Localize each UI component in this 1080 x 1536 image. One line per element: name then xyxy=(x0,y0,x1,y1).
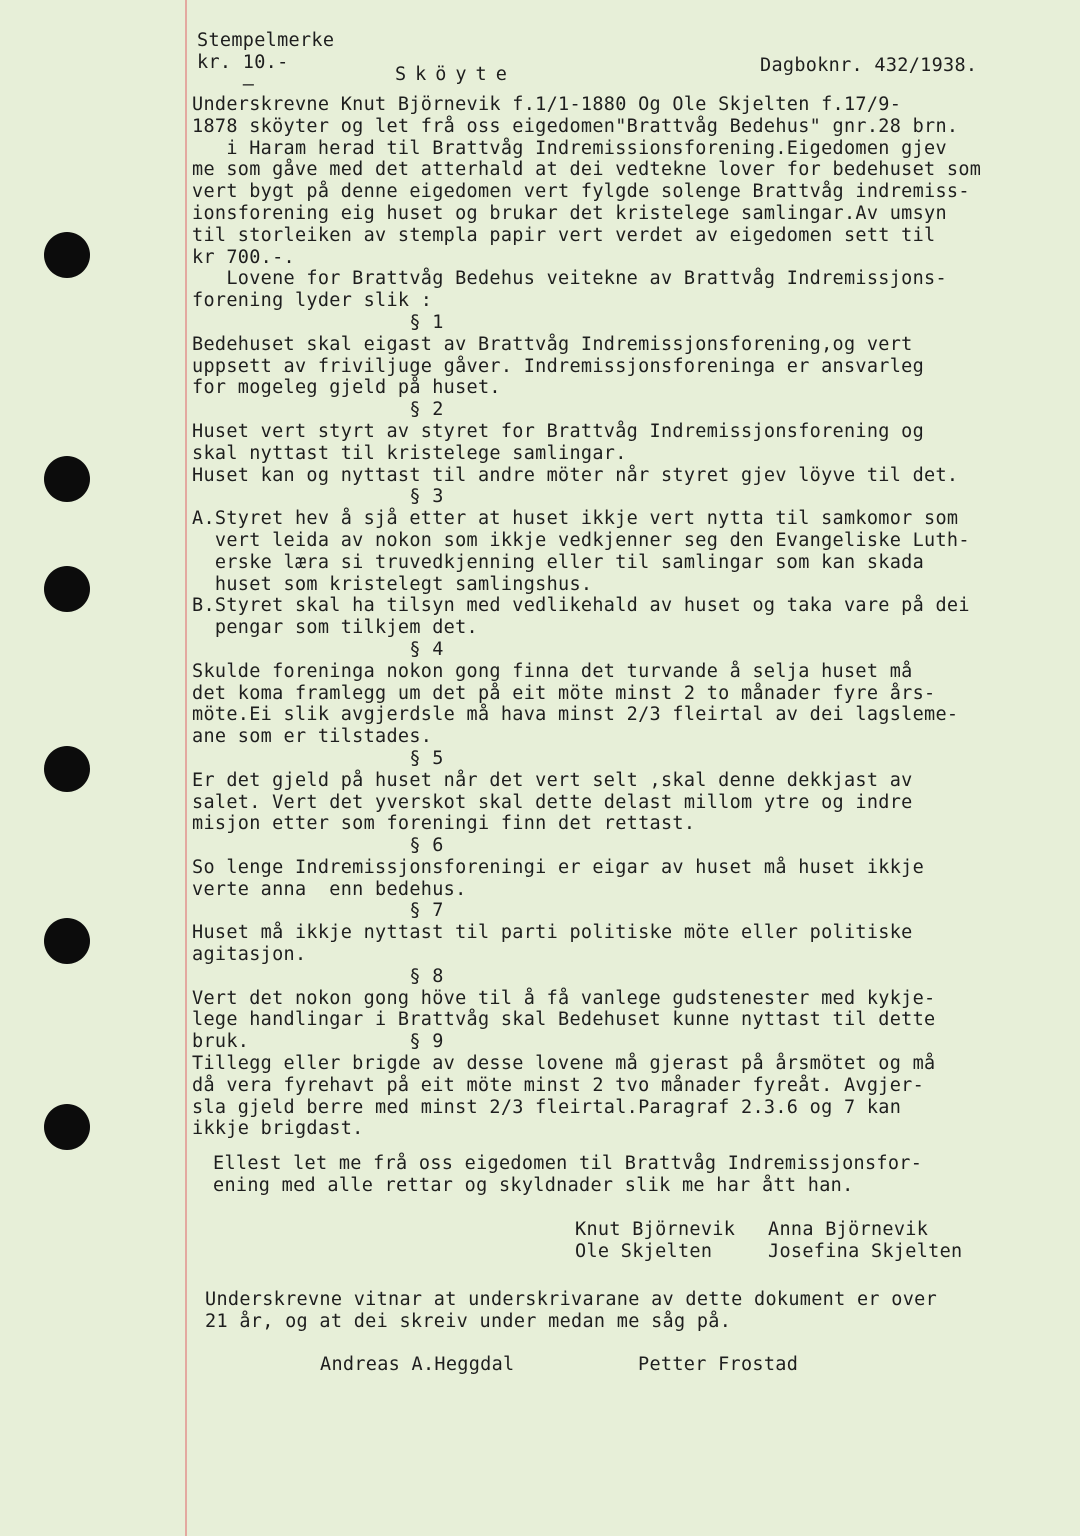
document-title: Sköyte xyxy=(395,64,516,85)
closing-paragraph: Ellest let me frå oss eigedomen til Brattvåg Indremissjonsfor- ening med alle rettar og skyldnader slik me har ått han. xyxy=(213,1153,923,1196)
punch-hole-icon xyxy=(44,456,90,502)
punch-hole-icon xyxy=(44,918,90,964)
red-margin-line xyxy=(185,0,187,1536)
stamp-duty-note: Stempelmerke kr. 10.- — xyxy=(197,30,335,95)
journal-number: Dagboknr. 432/1938. xyxy=(760,55,978,76)
deed-body-text: Underskrevne Knut Björnevik f.1/1-1880 Og Ole Skjelten f.17/9- 1878 sköyter og let frå oss eigedomen"Brattvåg Bedehus" gnr.28 brn. i Haram herad til Brattvåg Indremissionsforening.Eigedomen gjev me som gåve med det atterhald at dei vedtekne lover for bedehuset som vert bygt på denne eigedomen vert fylgde solenge Brattvåg indremiss- ionsforening eig huset og brukar det kristelege samlingar.Av umsyn til storleiken av stempla papir vert verdet av eigedomen sett til kr 700.-. Lovene for Brattvåg Bedehus veitekne av Brattvåg Indremissjons- forening lyder slik : § 1 Bedehuset skal eigast av Brattvåg Indremissjonsforening,og vert uppsett av friviljuge gåver. Indremissjonsforeninga er ansvarleg for mogeleg gjeld på huset. § 2 Huset vert styrt av styret for Brattvåg Indremissjonsforening og skal nyttast til kristelege samlingar. Huset kan og nyttast til andre möter når styret gjev löyve til det. § 3 A.Styret hev å sjå etter at huset ikkje vert nytta til samkomor som vert leida av nokon som ikkje vedkjenner seg den Evangeliske Luth- erske læra si truvedkjenning eller til samlingar som kan skada huset som kristelegt samlingshus. B.Styret skal ha tilsyn med vedlikehald av huset og taka vare på dei pengar som tilkjem det. § 4 Skulde foreninga nokon gong finna det turvande å selja huset må det koma framlegg um det på eit möte minst 2 to månader fyre års- möte.Ei slik avgjerdsle må hava minst 2/3 fleirtal av dei lagsleme- ane som er tilstades. § 5 Er det gjeld på huset når det vert selt ,skal denne dekkjast av salet. Vert det yverskot skal dette delast millom ytre og indre misjon etter som foreningi finn det rettast. § 6 So lenge Indremissjonsforeningi er eigar av huset må huset ikkje verte anna enn bedehus. § 7 Huset må ikkje nyttast til parti politiske möte eller politiske agitasjon. § 8 Vert det nokon gong höve til å få vanlege gudstenester med kykje- lege handlingar i Brattvåg skal Bedehuset kunne nyttast til dette bruk. § 9 Tillegg eller brigde av desse lovene må gjerast på årsmötet og må då vera fyrehavt på eit möte minst 2 tvo månader fyreåt. Avgjer- sla gjeld berre med minst 2/3 fleirtal.Paragraf 2.3.6 og 7 kan ikkje brigdast. xyxy=(192,94,982,1140)
witness-signature-1: Andreas A.Heggdal xyxy=(320,1354,515,1375)
witness-signature-2: Petter Frostad xyxy=(638,1354,799,1375)
signatures-column-2: Anna Björnevik Josefina Skjelten xyxy=(768,1219,963,1262)
punch-hole-icon xyxy=(44,566,90,612)
punch-hole-icon xyxy=(44,746,90,792)
punch-hole-icon xyxy=(44,1104,90,1150)
punch-hole-icon xyxy=(44,232,90,278)
signatures-column-1: Knut Björnevik Ole Skjelten xyxy=(575,1219,736,1262)
witness-statement: Underskrevne vitnar at underskrivarane av dette dokument er over 21 år, og at dei skreiv under medan me såg på. xyxy=(205,1289,938,1332)
